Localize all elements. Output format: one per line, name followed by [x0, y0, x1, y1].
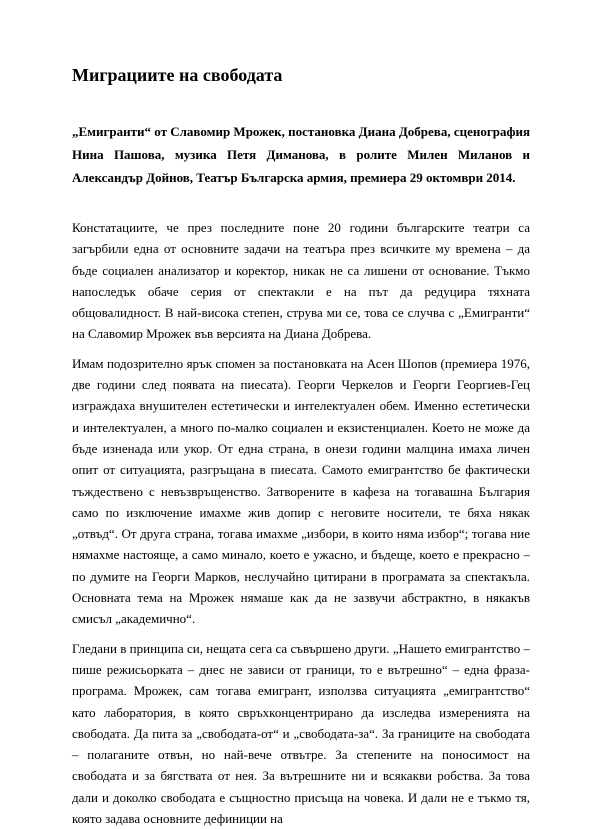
article-title: Миграциите на свободата: [72, 65, 283, 85]
article-subtitle: „Емигранти“ от Славомир Мрожек, постановка Диана Добрева, сценография Нина Пашова, музика Петя Диманова, в ролите Милен Миланов и Александър Дойнов, Театър Българска армия, премиера 29 октомври 2014.: [72, 124, 530, 185]
body-paragraph: Имам подозрително ярък спомен за постановката на Асен Шопов (премиера 1976, две години след появата на пиесата). Георги Черкелов и Георги Георгиев-Гец изграждаха внушителен естетически и интелектуален обем. Именно естетически и интелектуален, а много по-малко социален и екзистенциален. Което не може да бъде изненада или укор. От една страна, в онези години малцина имаха личен опит от ситуацията, разгръщана в пиесата. Самото емигрантство бе фактически тъждествено с невъзвръщенство. Затворените в кафеза на тогавашна България само по изключение имахме жив допир с неговите носители, те бяха някак „отвъд“. От друга страна, тогава имахме „избори, в които няма избор“; тогава ние нямахме настояще, а само минало, което е ужасно, и бъдеще, което е прекрасно – по думите на Георги Марков, неслучайно цитирани в програмата за спектакъла. Основната тема на Мрожек нямаше как да не зазвучи абстрактно, в някакъв смисъл „академично“.: [72, 355, 530, 627]
body-paragraph: Гледани в принципа си, нещата сега са съвършено други. „Нашето емигрантство – пише режисьорката – днес не зависи от граници, то е вътрешно“ – една фраза-програма. Мрожек, сам тогава емигрант, използва ситуацията „емигрантство“ като лаборатория, в която свръхконцентрирано да изследва измеренията на свободата. Да пита за „свободата-от“ и „свободата-за“. За границите на свободата – полаганите отвън, но най-вече отвътре. За степените на поносимост на свободата и за бягствата от нея. За вътрешните ни и всякакви робства. За това дали и доколко свободата е същностно присъща на човека. И дали не е тъкмо тя, която задава основните дефиниции на: [72, 640, 530, 827]
document-page: [72, 62, 530, 829]
body-paragraph: Констатациите, че през последните поне 20 години българските театри са загърбили една от основните задачи на театъра през всичките му времена – да бъде социален анализатор и коректор, никак не са лишени от основание. Тъкмо напоследък обаче серия от спектакли е на път да редуцира тяхната общовалидност. В най-висока степен, струва ми се, това се случва с „Емигранти“ на Славомир Мрожек във версията на Диана Добрева.: [72, 220, 530, 342]
